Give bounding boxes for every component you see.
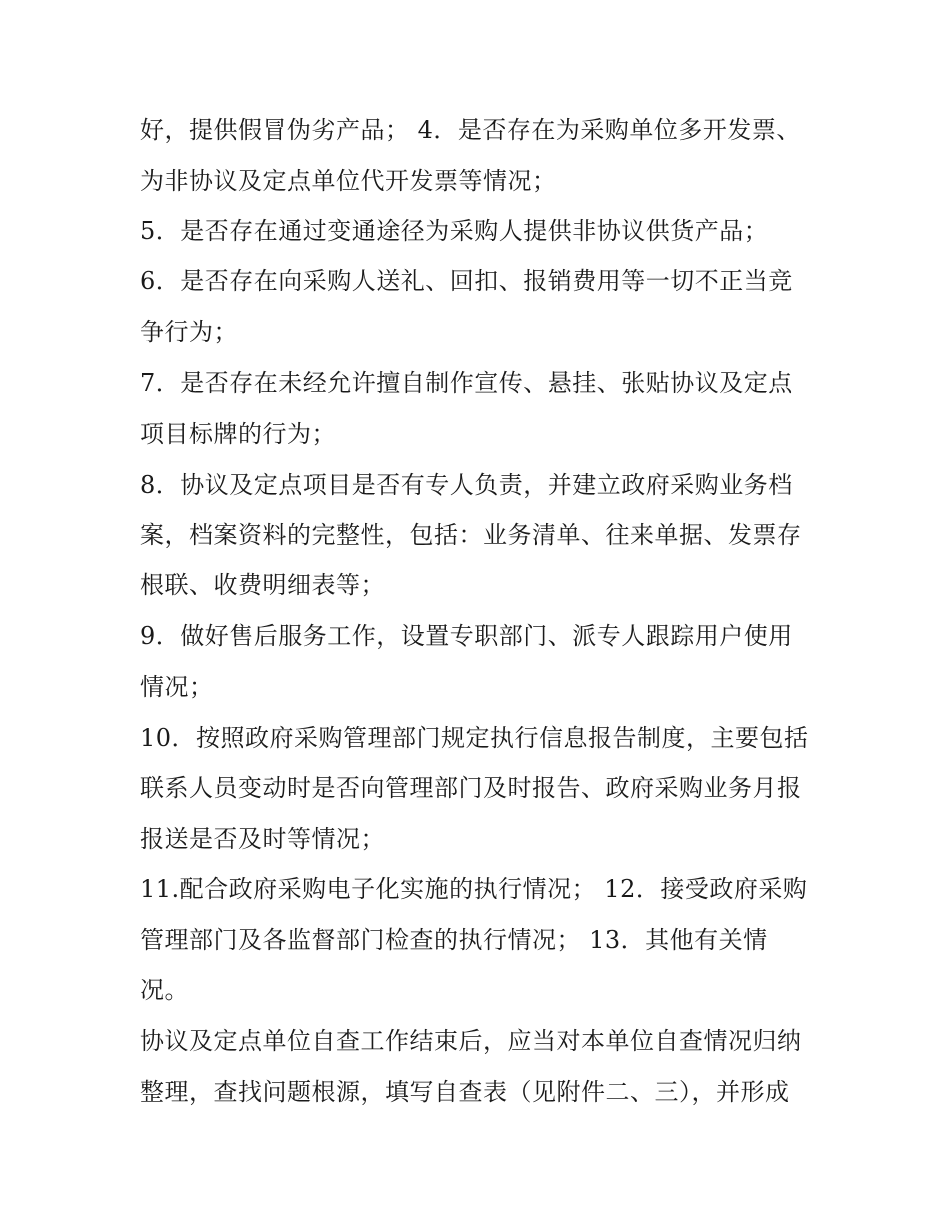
- text-line: 8．协议及定点项目是否有专人负责，并建立政府采购业务档: [140, 471, 793, 499]
- text-line: 项目标牌的行为；: [140, 420, 336, 448]
- text-line: 联系人员变动时是否向管理部门及时报告、政府采购业务月报: [140, 774, 802, 802]
- text-line: 整理，查找问题根源，填写自查表（见附件二、三），并形成: [140, 1078, 790, 1106]
- text-line: 况。: [140, 976, 189, 1004]
- text-line: 报送是否及时等情况；: [140, 825, 385, 853]
- text-line: 5．是否存在通过变通途径为采购人提供非协议供货产品；: [140, 217, 769, 245]
- text-line: 6．是否存在向采购人送礼、回扣、报销费用等一切不正当竞: [140, 267, 793, 295]
- text-line: 情况；: [140, 673, 214, 701]
- text-line: 争行为；: [140, 318, 238, 346]
- text-line: 管理部门及各监督部门检查的执行情况； 13．其他有关情: [140, 926, 768, 954]
- text-line: 11.配合政府采购电子化实施的执行情况； 12．接受政府采购: [140, 875, 808, 903]
- text-line: 为非协议及定点单位代开发票等情况；: [140, 167, 557, 195]
- text-line: 案，档案资料的完整性，包括：业务清单、往来单据、发票存: [140, 521, 802, 549]
- text-line: 9．做好售后服务工作，设置专职部门、派专人跟踪用户使用: [140, 622, 793, 650]
- text-line: 10．按照政府采购管理部门规定执行信息报告制度，主要包括: [140, 724, 809, 752]
- text-line: 好，提供假冒伪劣产品； 4．是否存在为采购单位多开发票、: [140, 116, 801, 144]
- text-line: 7．是否存在未经允许擅自制作宣传、悬挂、张贴协议及定点: [140, 369, 793, 397]
- text-line: 协议及定点单位自查工作结束后，应当对本单位自查情况归纳: [140, 1027, 802, 1055]
- text-line: 根联、收费明细表等；: [140, 571, 385, 599]
